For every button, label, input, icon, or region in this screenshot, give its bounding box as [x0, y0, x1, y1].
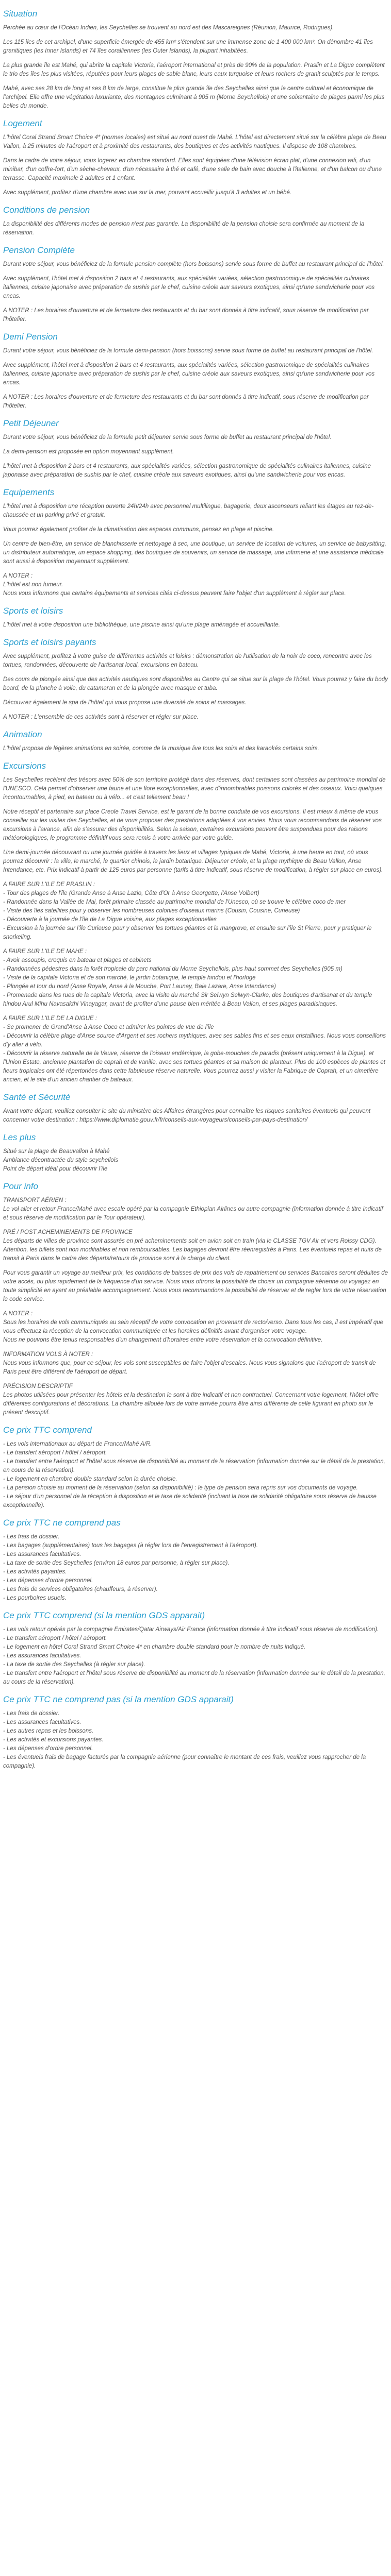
section-equipements: [3, 487, 388, 598]
section-conditions: [3, 205, 388, 238]
section-sports: [3, 605, 388, 630]
paragraph: INFORMATION VOLS À NOTER : Nous vous informons que, pour ce séjour, les vols sont susceptibles de faire l'objet d'escales. Nous vous signalons que l'aéroport de transit de Paris peut être différent de l'aéroport de départ.: [3, 1351, 376, 1375]
section-title: Excursions: [3, 761, 46, 771]
section-title: Situation: [3, 9, 38, 19]
section-prix-pas: [3, 1517, 388, 1603]
paragraph: La plus grande île est Mahé, qui abrite la capitale Victoria, l'aéroport international et près de 90% de la population. Praslin et La Digue complètent le trio des îles les plus visitées, réputées pour leurs plages de sable blanc, leurs eaux turquoise et leurs rochers de granit sculptés par le temps.: [3, 62, 385, 77]
paragraph: Notre réceptif et partenaire sur place Creole Travel Service, est le garant de la bonne conduite de vos excursions. Il est mieux à même de vous conseiller sur les visites des Seychelles, et de vous proposer des prestations adaptées à vos envies. Nous vous recommandons de réserver vos excursions à l'avance, afin de s'assurer des disponibilités. Selon la saison, certaines excursions peuvent être suspendues pour des raisons météorologiques, le programme définitif vous sera remis à votre arrivée par votre guide.: [3, 809, 382, 841]
section-title: Pour info: [3, 1181, 39, 1191]
section-plus: [3, 1132, 388, 1174]
paragraph: Durant votre séjour, vous bénéficiez de la formule pension complète (hors boissons) servie sous forme de buffet au restaurant principal de l'hôtel.: [3, 261, 384, 267]
section-sante: [3, 1092, 388, 1125]
section-title: Ce prix TTC comprend: [3, 1425, 92, 1435]
section-title: Santé et Sécurité: [3, 1092, 71, 1102]
paragraph: L'hôtel met à disposition 2 bars et 4 restaurants, aux spécialités variées, sélection gastronomique de spécialités culinaires italiennes, cuisine japonaise avec préparation de sushis par le chef, cuisine créole aux saveurs exotiques, ainsi qu'une sandwicherie pour vos encas.: [3, 463, 371, 478]
paragraph: A FAIRE SUR L'ILE DE LA DIGUE : - Se promener de Grand'Anse à Anse Coco et admirer les pointes de vue de l'île - Découvrir la célèbre plage d'Anse source d'Argent et ses rochers mythiques, avec ses sables fins et ses eaux cristallines. Nous vous conseillons d'y aller à vélo. - Découvrir la réserve naturelle de la Veuve, réserve de l'oiseau endémique, la gobe-mouches de paradis (présent uniquement à la Digue), et l'Union Estate, ancienne plantation de coprah et de vanille, avec ses tortues géantes et sa maison de planteur. Plus de 100 espèces de plantes et fleurs tropicales ont été répertoriées dans cette fabuleuse réserve naturelle. Vous pourrez aussi y visiter la Fabrique de Coprah, et un cimetière ancien, et le site d'un ancien chantier de bateaux.: [3, 1015, 386, 1083]
section-sports-payants: [3, 637, 388, 722]
paragraph: A FAIRE SUR L'ILE DE PRASLIN : - Tour des plages de l'île (Grande Anse à Anse Lazio, Côte d'Or à Anse Georgette, l'Anse Volbert) - Randonnée dans la Vallée de Mai, forêt primaire classée au patrimoine mondial de l'Unesco, où se trouve le célèbre coco de mer - Visite des îles satellites pour y observer les nombreuses colonies d'oiseaux marins (Cousin, Cousine, Curieuse) - Découverte à la journée de l'île de La Digue voisine, aux plages exceptionnelles - Excursion à la journée sur l'île Curieuse pour y observer les tortues géantes et la mangrove, et ensuite sur l'île St Pierre, pour y pratiquer le snorkeling.: [3, 882, 372, 940]
paragraph: Situé sur la plage de Beauvallon à Mahé Ambiance décontractée du style seychellois Point de départ idéal pour découvrir l'île: [3, 1148, 119, 1172]
paragraph: Mahé, avec ses 28 km de long et ses 8 km de large, constitue la plus grande île des Seychelles ainsi que le centre culturel et économique de l'archipel. Elle offre une végétation luxuriante, des montagnes culminant à 905 m (Morne Seychellois) et une soixantaine de plages parmi les plus belles du monde.: [3, 86, 385, 109]
section-animation: [3, 729, 388, 753]
section-title: Logement: [3, 118, 42, 128]
paragraph: L'hôtel met à votre disposition une bibliothèque, une piscine ainsi qu'une plage aménagée et accueillante.: [3, 622, 280, 628]
paragraph: Découvrez également le spa de l'hôtel qui vous propose une diversité de soins et massages.: [3, 700, 247, 706]
section-title: Sports et loisirs: [3, 606, 63, 616]
section-petit-dej-complete: [3, 245, 388, 324]
section-title: Demi Pension: [3, 332, 58, 342]
paragraph: Une demi-journée découvrant ou une journée guidée à travers les lieux et villages typiques de Mahé, Victoria, à une heure en tout, où vous pourrez découvrir : la ville, le marché, le quartier chinois, le jardin botanique. Déjeuner créole, et la plage mythique de Beau Vallon, Anse Intendance, etc. Prix indicatif à partir de 125 euros par personne (tarifs à titre indicatif, sous réserve de modification, à régler sur place en euros).: [3, 850, 383, 873]
paragraph: PRÉCISION DESCRIPTIF Les photos utilisées pour présenter les hôtels et la destination le sont à titre indicatif et non contractuel. Concernant votre logement, l'hôtel offre différentes configurations et décorations. La chambre allouée lors de votre arrivée pourra être ainsi différente de celle figurant en photo sur le présent descriptif.: [3, 1383, 379, 1416]
section-title: Les plus: [3, 1132, 36, 1142]
paragraph: PRÉ / POST ACHEMINEMENTS DE PROVINCE Les départs de villes de province sont assurés en pré acheminements soit en avion soit en train (via le CLASSE TGV Air et vers Roissy CDG). Attention, les billets sont non modifiables et non remboursables. Les bagages devront être réenregistrés à Paris. Les éventuels repas et nuits de transit à Paris dans le cadre des départs/retours de province sont à la charge du client.: [3, 1229, 382, 1262]
paragraph: TRANSPORT AÉRIEN : Le vol aller et retour France/Mahé avec escale opéré par la compagnie Ethiopian Airlines ou autre compagnie (information donnée à titre indicatif et sous réserve de modification par le Tour opérateur).: [3, 1197, 383, 1221]
paragraph: Dans le cadre de votre séjour, vous logerez en chambre standard. Elles sont équipées d'une télévision écran plat, d'une connexion wifi, d'un minibar, d'un coffre-fort, d'un sèche-cheveux, d'un nécessaire à thé et café, d'une salle de bain avec douche à l'italienne, et d'un balcon ou d'une terrasse. Capacité maximale 2 adultes et 1 enfant.: [3, 158, 382, 181]
paragraph: Avant votre départ, veuillez consulter le site du ministère des Affaires étrangères pour connaître les risques sanitaires éventuels qui peuvent concerner votre destination : https://www.diplomatie.gouv.fr/fr/conseils-aux-voyageurs/conseils-par-pays-destination/: [3, 1108, 371, 1123]
section-infos: [3, 1181, 388, 1417]
paragraph: A NOTER : Les horaires d'ouverture et de fermeture des restaurants et du bar sont donnés à titre indicatif, sous réserve de modification par l'hôtelier.: [3, 308, 369, 323]
section-title: Pension Complète: [3, 245, 75, 255]
paragraph: A FAIRE SUR L'ILE DE MAHE : - Avoir assoupis, croquis en bateau et plages et cabinets - Randonnées pédestres dans la forêt tropicale du parc national du Morne Seychellois, plus haut sommet des Seychelles (905 m) - Visite de la capitale Victoria et de son marché, le jardin botanique, le temple hindou et l'horloge - Plongée et tour du nord (Anse Royale, Anse à la Mouche, Port Launay, Baie Lazare, Anse Intendance) - Promenade dans les rues de la capitale Victoria, avec la visite du marché Sir Selwyn Selwyn-Clarke, des boutiques d'artisanat et du temple hindou Arul Mihu Navasakthi Vinayagar, avant de profiter d'une pause bien méritée à Beau Vallon, et ses plages paradisiaques.: [3, 948, 372, 1007]
paragraph: L'hôtel propose de légères animations en soirée, comme de la musique live tous les soirs et des karaokés certains soirs.: [3, 745, 319, 752]
paragraph: Des cours de plongée ainsi que des activités nautiques sont disponibles au Centre qui se situe sur la plage de l'hôtel. Vous pourrez y faire du body board, de la planche à voile, du catamaran et de la plongée avec masque et tuba.: [3, 676, 388, 691]
paragraph: - Les frais de dossier. - Les bagages (supplémentaires) tous les bagages (à régler lors de l'enregistrement à l'aéroport). - Les assurances facultatives. - La taxe de sortie des Seychelles (environ 18 euros par personne, à régler sur place). - Les activités payantes. - Les dépenses d'ordre personnel. - Les frais de services obligatoires (chauffeurs, à réserver). - Les pourboires usuels.: [3, 1534, 258, 1601]
paragraph: A NOTER : Sous les horaires de vols communiqués au sein réceptif de votre convocation en provenant de recto/verso. Dans tous les cas, il est impératif que vous effectuez la réception de la convocation communiquée et les horaires définitifs avant d'organiser votre voyage. Nous ne pouvons être tenus responsables d'un changement d'horaires entre votre réservation et la convocation définitive.: [3, 1311, 384, 1343]
paragraph: Avec supplément, l'hôtel met à disposition 2 bars et 4 restaurants, aux spécialités variées, sélection gastronomique de spécialités culinaires italiennes, cuisine japonaise avec préparation de sushis par le chef, cuisine créole aux saveurs exotiques, ainsi qu'une sandwicherie pour vos encas.: [3, 276, 375, 299]
section-demi-pension: [3, 331, 388, 411]
section-prix-gds-pas: [3, 1694, 388, 1771]
paragraph: La demi-pension est proposée en option moyennant supplément.: [3, 449, 174, 455]
paragraph: Perchée au cœur de l'Océan Indien, les Seychelles se trouvent au nord est des Mascareignes (Réunion, Maurice, Rodrigues).: [3, 25, 334, 31]
section-title: Ce prix TTC ne comprend pas: [3, 1518, 121, 1528]
section-excursions: [3, 760, 388, 1084]
paragraph: A NOTER : L'hôtel est non fumeur. Nous vous informons que certains équipements et services cités ci-dessus peuvent faire l'objet d'un supplément à régler sur place.: [3, 573, 346, 597]
paragraph: L'hôtel met à disposition une réception ouverte 24h/24h avec personnel multilingue, bagagerie, deux ascenseurs reliant les étages au rez-de-chaussée et un parking privé et gratuit.: [3, 503, 374, 518]
paragraph: Les Seychelles recèlent des trésors avec 50% de son territoire protégé dans des réserves, dont certaines sont classées au patrimoine mondial de l'UNESCO. Cela permet d'observer une faune et une flore exceptionnelles, avec d'innombrables poissons colorés et des oiseaux. Voici quelques incontournables, à pied, en bateau ou à vélo... et c'est tellement beau !: [3, 777, 386, 801]
paragraph: A NOTER : L'ensemble de ces activités sont à réserver et régler sur place.: [3, 714, 199, 720]
section-petit-dej: [3, 418, 388, 480]
section-title: Ce prix TTC ne comprend pas (si la mention GDS apparait): [3, 1694, 234, 1704]
paragraph: Avec supplément, l'hôtel met à disposition 2 bars et 4 restaurants, aux spécialités variées, sélection gastronomique de spécialités culinaires italiennes, cuisine japonaise avec préparation de sushis par le chef, cuisine créole aux saveurs exotiques, ainsi qu'une sandwicherie pour vos encas.: [3, 362, 375, 386]
paragraph: L'hôtel Coral Strand Smart Choice 4* (normes locales) est situé au nord ouest de Mahé. L'hôtel est directement situé sur la célèbre plage de Beau Vallon, à 25 minutes de l'aéroport et à proximité des restaurants, des boutiques et des activités nautiques. Il dispose de 108 chambres.: [3, 134, 386, 149]
section-prix-comprend: [3, 1425, 388, 1510]
paragraph: Un centre de bien-être, un service de blanchisserie et nettoyage à sec, une boutique, un service de location de voitures, un service de babysitting, un distributeur automatique, un espace shopping, des boutiques de souvenirs, un service de massage, une infirmerie et une assistance médicale sont aussi à disposition moyennant supplément.: [3, 541, 386, 565]
section-title: Animation: [3, 730, 42, 739]
section-situation: [3, 8, 388, 111]
paragraph: Avec supplément, profitez à votre guise de différentes activités et loisirs : démonstration de l'utilisation de la noix de coco, rencontre avec les tortues, randonnées, découverte de l'artisanat local, excursions en bateau.: [3, 653, 372, 668]
section-title: Ce prix TTC comprend (si la mention GDS apparait): [3, 1611, 205, 1620]
paragraph: A NOTER : Les horaires d'ouverture et de fermeture des restaurants et du bar sont donnés à titre indicatif, sous réserve de modification par l'hôtelier.: [3, 394, 369, 409]
section-prix-gds: [3, 1610, 388, 1687]
paragraph: - Les frais de dossier. - Les assurances facultatives. - Les autres repas et les boissons. - Les activités et excursions payantes. - Les dépenses d'ordre personnel. - Les éventuels frais de bagage facturés par la compagnie aérienne (pour connaître le montant de ces frais, veuillez vous rapprocher de la compagnie).: [3, 1710, 366, 1769]
section-title: Conditions de pension: [3, 205, 90, 215]
paragraph: Durant votre séjour, vous bénéficiez de la formule petit déjeuner servie sous forme de buffet au restaurant principal de l'hôtel.: [3, 434, 332, 440]
section-title: Equipements: [3, 487, 55, 497]
paragraph: Vous pourrez également profiter de la climatisation des espaces communs, pensez en plage et piscine.: [3, 527, 274, 533]
section-chambres: [3, 157, 388, 197]
paragraph: - Les vols internationaux au départ de France/Mahé A/R. - Le transfert aéroport / hôtel / aéroport. - Le transfert entre l'aéroport et l'hôtel sous réserve de disponibilité au moment de la réservation (information donnée sur le détail de la prestation, en cours de la réservation). - Le logement en chambre double standard selon la durée choisie. - La pension choisie au moment de la réservation (selon sa disponibilité) : le type de pension sera repris sur vos documents de voyage. - Le séjour d'un personnel de la réception à disposition et le taxe de solidarité (incluant la taxe de solidarité obligatoire sous réserve de hausse exceptionnelle).: [3, 1441, 385, 1509]
paragraph: Durant votre séjour, vous bénéficiez de la formule demi-pension (hors boissons) servie sous forme de buffet au restaurant principal de l'hôtel.: [3, 348, 373, 354]
section-title: Sports et loisirs payants: [3, 637, 96, 647]
paragraph: La disponibilité des différents modes de pension n'est pas garantie. La disponibilité de la pension choisie sera confirmée au moment de la réservation.: [3, 221, 365, 236]
paragraph: - Les vols retour opérés par la compagnie Emirates/Qatar Airways/Air France (information donnée à titre indicatif sous réserve de modification). - Le transfert aéroport / hôtel / aéroport. - Le logement en hôtel Coral Strand Smart Choice 4* en chambre double standard pour le nombre de nuits indiqué. - Les assurances facultatives. - La taxe de sortie des Seychelles (à régler sur place). - Le transfert entre l'aéroport et l'hôtel sous réserve de disponibilité au moment de la réservation (information donnée sur le détail de la prestation, au cours de la réservation).: [3, 1626, 385, 1685]
paragraph: Pour vous garantir un voyage au meilleur prix, les conditions de baisses de prix des vols de rapatriement ou services Bancaires seront déduites de votre accès, ou plus rapidement de la fréquence d'un service. Nous vous offrons la possibilité de choisir un compagnie aérienne ou voyagez en toute simplicité en ayant au préalable accompagnement. Nous vous recommandons la possibilité de réserver et de regler lors de votre réservation le code service.: [3, 1270, 388, 1302]
paragraph: Avec supplément, profitez d'une chambre avec vue sur la mer, pouvant accueillir jusqu'à 3 adultes et un bébé.: [3, 190, 292, 196]
paragraph: Les 115 îles de cet archipel, d'une superficie émergée de 455 km² s'étendent sur une immense zone de 1 400 000 km². On dénombre 41 îles granitiques (les Inner Islands) et 74 îles coralliennes (les Outer Islands), la plupart inhabitées.: [3, 39, 373, 54]
section-logement: [3, 118, 388, 151]
section-title: Petit Déjeuner: [3, 418, 59, 428]
